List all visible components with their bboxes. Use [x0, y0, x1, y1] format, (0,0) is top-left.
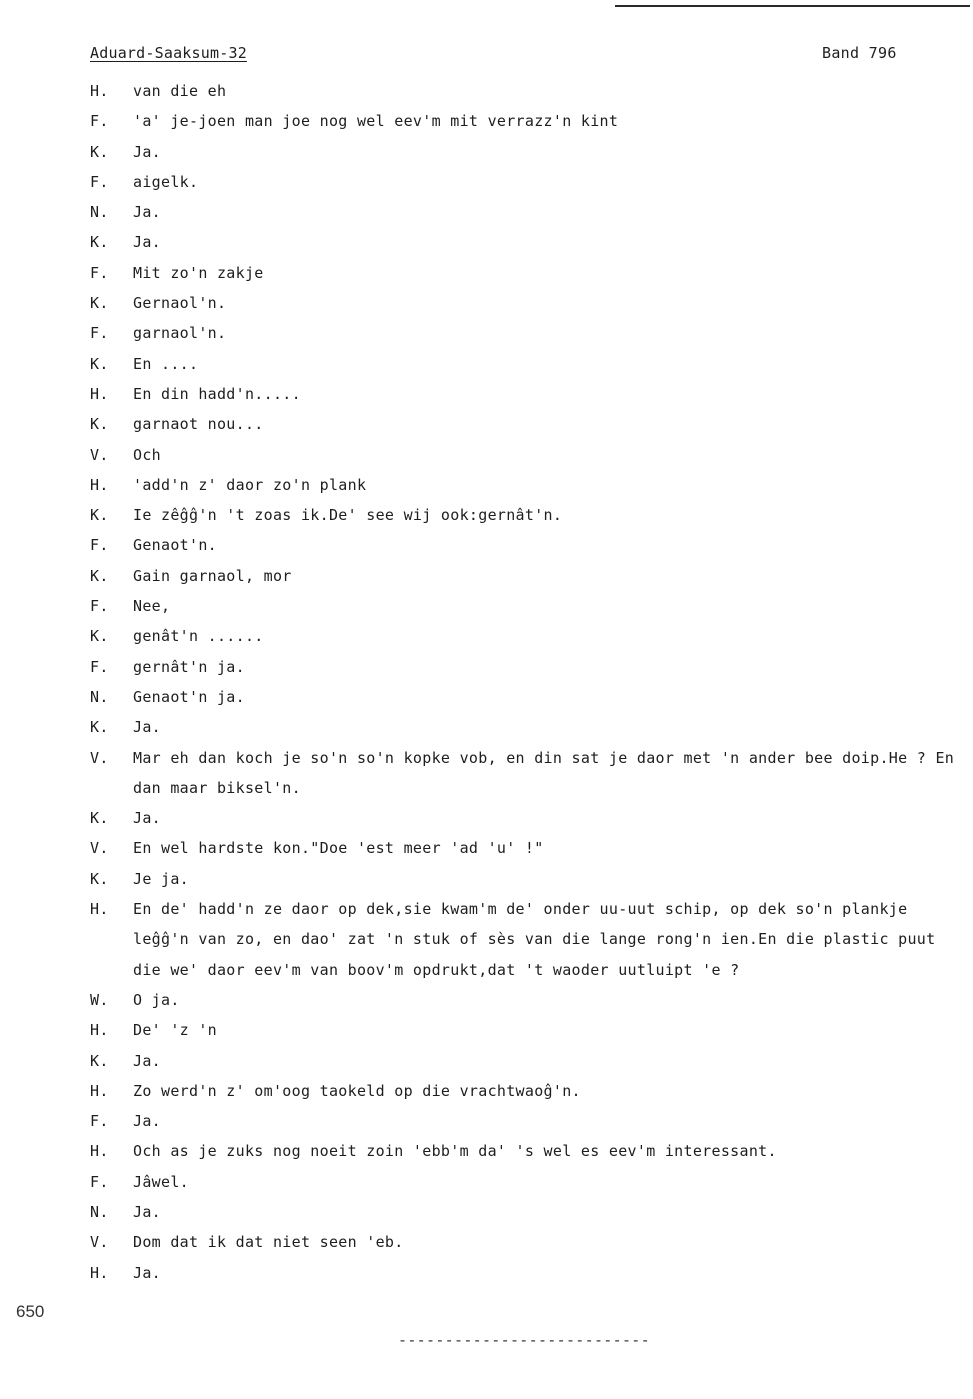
page-number: 650 — [16, 1302, 45, 1321]
utterance-text: En wel hardste kon."Doe 'est meer 'ad 'u' !" — [133, 839, 544, 858]
transcript-line — [90, 1167, 960, 1197]
speaker-label: W. — [90, 990, 109, 1009]
transcript-line — [90, 409, 960, 439]
utterance-text: En de' hadd'n ze daor op dek,sie kwam'm de' onder uu-uut schip, op dek so'n plankje leĝĝ'n van zo, en dao' zat 'n stuk of sès van die lange rong'n ien.En die plastic puut die we' daor eev'm van boov'm opdrukt,dat 't waoder uutluipt 'e ? — [133, 900, 945, 979]
speaker-label: K. — [90, 294, 109, 313]
transcript-line — [90, 743, 964, 804]
transcript-line — [90, 1197, 960, 1227]
transcript-line — [90, 440, 960, 470]
speaker-label: K. — [90, 233, 109, 252]
transcript-line — [90, 227, 960, 257]
speaker-label: F. — [90, 263, 109, 282]
speaker-label: F. — [90, 172, 109, 191]
transcript-line — [90, 1136, 960, 1166]
speaker-label: H. — [90, 1081, 109, 1100]
utterance-text: Gernaol'n. — [133, 294, 227, 313]
utterance-text: 'a' je-joen man joe nog wel eev'm mit verrazz'n kint — [133, 112, 619, 131]
transcript-line — [90, 137, 960, 167]
transcript-line — [90, 591, 960, 621]
speaker-label: K. — [90, 718, 109, 737]
transcript-line — [90, 379, 960, 409]
transcript-line — [90, 500, 960, 530]
speaker-label: H. — [90, 1263, 109, 1282]
speaker-label: K. — [90, 506, 109, 525]
utterance-text: genât'n ...... — [133, 627, 264, 646]
transcript-line — [90, 349, 960, 379]
transcript-line — [90, 288, 960, 318]
utterance-text: Ja. — [133, 142, 161, 161]
utterance-text: Dom dat ik dat niet seen 'eb. — [133, 1233, 404, 1252]
transcript-line — [90, 621, 960, 651]
transcript-line — [90, 833, 960, 863]
transcript-line — [90, 652, 960, 682]
utterance-text: Ie zêĝĝ'n 't zoas ik.De' see wij ook:gernât'n. — [133, 506, 563, 525]
transcript-line — [90, 864, 960, 894]
end-rule: --------------------------- — [398, 1331, 650, 1349]
document-title: Aduard-Saaksum-32 — [90, 44, 247, 62]
utterance-text: Ja. — [133, 1112, 161, 1131]
transcript-line — [90, 561, 960, 591]
transcript-line — [90, 197, 960, 227]
transcript-line — [90, 318, 960, 348]
utterance-text: Ja. — [133, 809, 161, 828]
utterance-text: garnaol'n. — [133, 324, 227, 343]
utterance-text: Jâwel. — [133, 1172, 189, 1191]
utterance-text: Mar eh dan koch je so'n so'n kopke vob, en din sat je daor met 'n ander bee doip.He ? En dan maar biksel'n. — [133, 748, 964, 797]
utterance-text: En din hadd'n..... — [133, 384, 301, 403]
utterance-text: Zo werd'n z' om'oog taokeld op die vrachtwaoĝ'n. — [133, 1081, 581, 1100]
utterance-text: Och as je zuks nog noeit zoin 'ebb'm da' 's wel es eev'm interessant. — [133, 1142, 777, 1161]
utterance-text: O ja. — [133, 990, 180, 1009]
utterance-text: Ja. — [133, 1202, 161, 1221]
speaker-label: K. — [90, 142, 109, 161]
transcript-line — [90, 1258, 960, 1288]
speaker-label: V. — [90, 1233, 109, 1252]
speaker-label: N. — [90, 203, 109, 222]
utterance-text: Ja. — [133, 718, 161, 737]
utterance-text: De' 'z 'n — [133, 1021, 217, 1040]
utterance-text: Ja. — [133, 233, 161, 252]
speaker-label: K. — [90, 1051, 109, 1070]
speaker-label: F. — [90, 1172, 109, 1191]
transcript-line — [90, 1106, 960, 1136]
utterance-text: Gain garnaol, mor — [133, 566, 292, 585]
utterance-text: En .... — [133, 354, 199, 373]
utterance-text: Je ja. — [133, 869, 189, 888]
speaker-label: H. — [90, 475, 109, 494]
transcript-line — [90, 167, 960, 197]
transcript-line — [90, 803, 960, 833]
speaker-label: F. — [90, 597, 109, 616]
utterance-text: gernât'n ja. — [133, 657, 245, 676]
utterance-text: Genaot'n ja. — [133, 687, 245, 706]
transcript-line — [90, 894, 960, 985]
speaker-label: H. — [90, 384, 109, 403]
speaker-label: N. — [90, 687, 109, 706]
transcript-line — [90, 470, 960, 500]
speaker-label: F. — [90, 657, 109, 676]
speaker-label: K. — [90, 627, 109, 646]
speaker-label: N. — [90, 1202, 109, 1221]
utterance-text: van die eh — [133, 82, 227, 100]
speaker-label: K. — [90, 869, 109, 888]
transcript-line — [90, 1046, 960, 1076]
speaker-label: K. — [90, 354, 109, 373]
transcript — [90, 76, 964, 1288]
utterance-text: Ja. — [133, 203, 161, 222]
speaker-label: V. — [90, 839, 109, 858]
transcript-line — [90, 530, 960, 560]
speaker-label: F. — [90, 536, 109, 555]
speaker-label: F. — [90, 1112, 109, 1131]
speaker-label: F. — [90, 112, 109, 131]
utterance-text: Och — [133, 445, 161, 464]
speaker-label: K. — [90, 809, 109, 828]
speaker-label: H. — [90, 1142, 109, 1161]
transcript-line — [90, 712, 960, 742]
utterance-text: Genaot'n. — [133, 536, 217, 555]
utterance-text: garnaot nou... — [133, 415, 264, 434]
utterance-text: Nee, — [133, 597, 171, 616]
transcript-line — [90, 1015, 960, 1045]
transcript-line — [90, 1227, 960, 1257]
utterance-text: aigelk. — [133, 172, 199, 191]
speaker-label: H. — [90, 900, 109, 919]
transcript-line — [90, 1076, 960, 1106]
speaker-label: H. — [90, 1021, 109, 1040]
transcript-line — [90, 258, 960, 288]
band-number: Band 796 — [822, 44, 897, 62]
transcript-line — [90, 682, 960, 712]
speaker-label: H. — [90, 82, 109, 100]
transcript-line — [90, 985, 960, 1015]
utterance-text: Mit zo'n zakje — [133, 263, 264, 282]
transcript-line — [90, 76, 960, 106]
speaker-label: V. — [90, 748, 109, 767]
top-rule — [615, 5, 970, 7]
speaker-label: K. — [90, 415, 109, 434]
speaker-label: K. — [90, 566, 109, 585]
utterance-text: Ja. — [133, 1051, 161, 1070]
speaker-label: F. — [90, 324, 109, 343]
utterance-text: 'add'n z' daor zo'n plank — [133, 475, 367, 494]
speaker-label: V. — [90, 445, 109, 464]
transcript-line — [90, 106, 960, 136]
utterance-text: Ja. — [133, 1263, 161, 1282]
